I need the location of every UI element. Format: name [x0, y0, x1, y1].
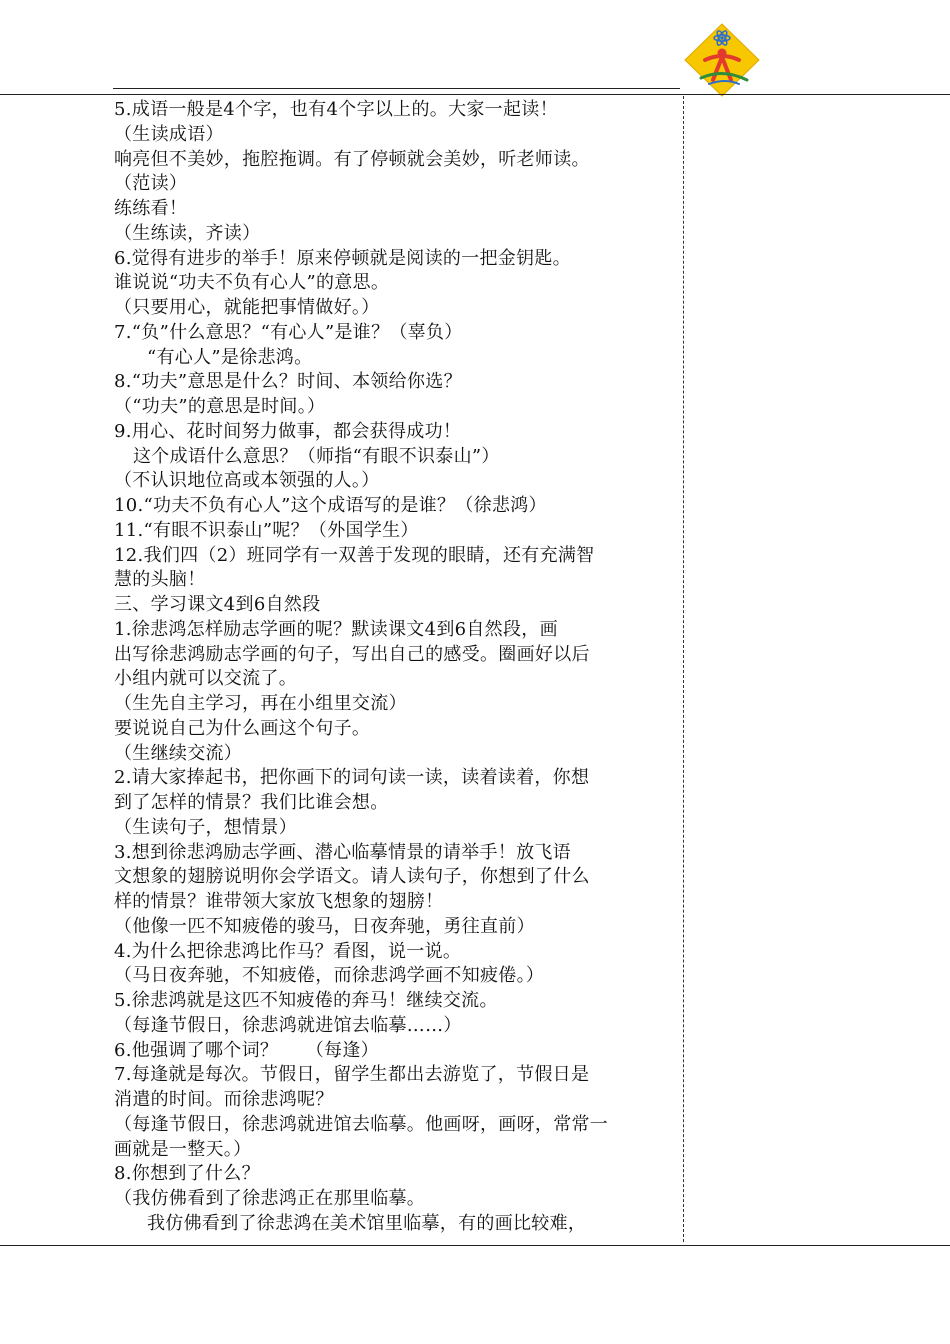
text-line: 练练看！: [114, 198, 188, 219]
text-line: 这个成语什么意思？（师指“有眼不识泰山”）: [133, 445, 500, 467]
lesson-text-body: [114, 98, 680, 1237]
footer-rule: [0, 1245, 950, 1246]
text-line: （他像一匹不知疲倦的骏马，日夜奔驰，勇往直前）: [114, 915, 535, 937]
text-line: （生先自主学习，再在小组里交流）: [114, 693, 407, 714]
text-line: 我仿佛看到了徐悲鸿在美术馆里临摹，有的画比较难，: [147, 1212, 587, 1234]
text-line: 11.“有眼不识泰山”呢？（外国学生）: [114, 519, 419, 541]
text-line: 2.请大家捧起书，把你画下的词句读一读，读着读着，你想: [114, 767, 590, 789]
text-line: 1.徐悲鸿怎样励志学画的呢？默读课文4到6自然段，画: [114, 618, 558, 640]
text-line: 5.徐悲鸿就是这匹不知疲倦的奔马！继续交流。: [114, 990, 498, 1011]
text-line: 7.每逢就是每次。节假日，留学生都出去游览了，节假日是: [114, 1064, 590, 1086]
text-line: 7.“负”什么意思？“有心人”是谁？（辜负）: [114, 321, 463, 343]
text-line: 4.为什么把徐悲鸿比作马？看图，说一说。: [114, 940, 462, 962]
text-line: 消遣的时间。而徐悲鸿呢？: [114, 1089, 334, 1110]
text-line: 要说说自己为什么画这个句子。: [114, 717, 371, 739]
text-line: 文想象的翅膀说明你会学语文。请人读句子，你想到了什么: [114, 866, 590, 888]
text-line: 8.你想到了什么？: [114, 1163, 260, 1185]
text-line: 10.“功夫不负有心人”这个成语写的是谁？（徐悲鸿）: [114, 495, 547, 516]
section-heading: 三、学习课文4到6自然段: [114, 594, 321, 615]
text-line: （生读成语）: [114, 123, 224, 145]
text-line: 响亮但不美妙，拖腔拖调。有了停顿就会美妙，听老师读。: [114, 148, 590, 170]
school-emblem-logo: [683, 22, 761, 98]
text-line: （我仿佛看到了徐悲鸿正在那里临摹。: [114, 1188, 426, 1209]
text-line: （“功夫”的意思是时间。）: [114, 396, 326, 417]
text-line: 9.用心、花时间努力做事，都会获得成功！: [114, 420, 462, 442]
text-line: 5.成语一般是4个字，也有4个字以上的。大家一起读！: [114, 99, 558, 120]
text-line: 画就是一整天。）: [114, 1138, 252, 1160]
text-line: （每逢节假日，徐悲鸿就进馆去临摹……）: [114, 1014, 462, 1036]
margin-dashed-divider: [683, 96, 684, 1242]
text-line: （生练读，齐读）: [114, 222, 261, 244]
text-line: 样的情景？谁带领大家放飞想象的翅膀！: [114, 891, 444, 912]
text-line: “有心人”是徐悲鸿。: [147, 346, 313, 368]
text-line: 6.他强调了哪个词？ （每逢）: [114, 1039, 379, 1061]
text-line: （每逢节假日，徐悲鸿就进馆去临摹。他画呀，画呀，常常一: [114, 1113, 609, 1135]
text-line: （不认识地位高或本领强的人。）: [114, 470, 380, 492]
text-line: 12.我们四（2）班同学有一双善于发现的眼睛，还有充满智: [114, 544, 595, 566]
text-line: 3.想到徐悲鸿励志学画、潜心临摹情景的请举手！放飞语: [114, 841, 571, 863]
text-line: 谁说说“功夫不负有心人”的意思。: [114, 272, 390, 294]
text-line: 6.觉得有进步的举手！原来停顿就是阅读的一把金钥匙。: [114, 247, 571, 269]
text-line: 8.“功夫”意思是什么？时间、本领给你选？: [114, 371, 462, 393]
header-rule-short: [113, 88, 680, 89]
text-line: （只要用心，就能把事情做好。）: [114, 297, 380, 318]
header-rule: [0, 94, 950, 95]
text-line: 慧的头脑！: [114, 569, 206, 591]
text-line: （范读）: [114, 173, 188, 195]
text-line: （马日夜奔驰，不知疲倦，而徐悲鸿学画不知疲倦。）: [114, 965, 545, 987]
text-line: （生读句子，想情景）: [114, 816, 297, 838]
text-line: （生继续交流）: [114, 742, 243, 764]
text-line: 小组内就可以交流了。: [114, 668, 297, 690]
text-line: 到了怎样的情景？我们比谁会想。: [114, 792, 389, 813]
text-line: 出写徐悲鸿励志学画的句子，写出自己的感受。圈画好以后: [114, 643, 590, 665]
